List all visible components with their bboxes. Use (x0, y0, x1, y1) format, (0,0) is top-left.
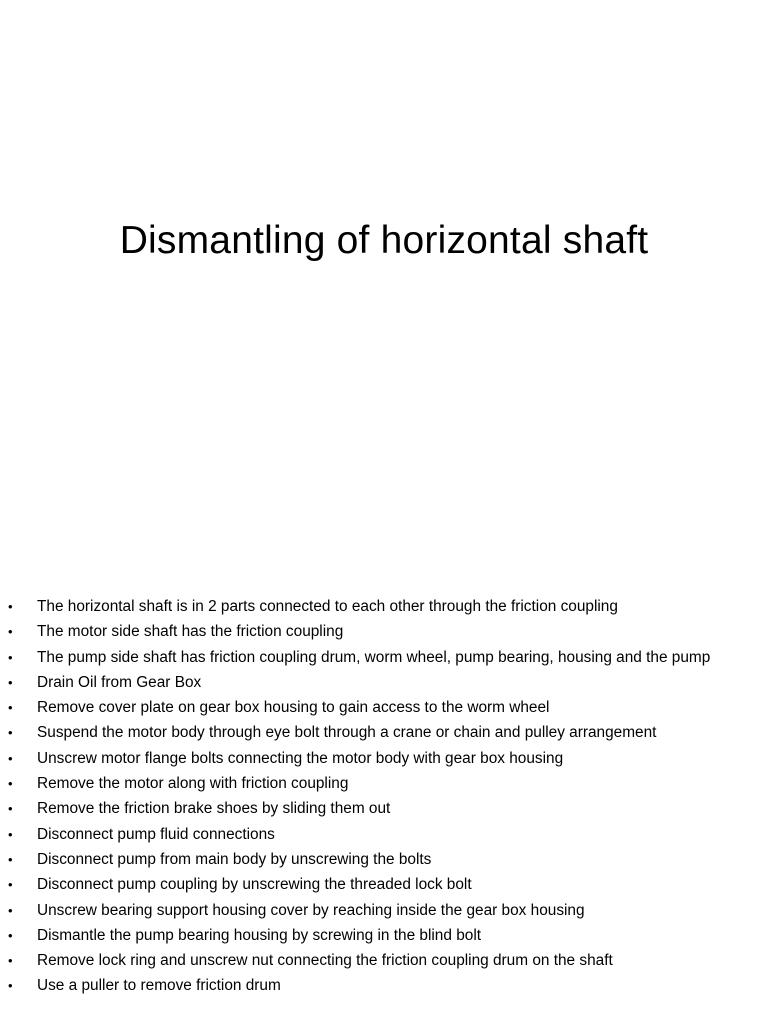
bullet-text: Unscrew bearing support housing cover by reaching inside the gear box housing (37, 901, 585, 919)
bullet-item (0, 875, 768, 894)
bullet-text: Disconnect pump from main body by unscrewing the bolts (37, 850, 432, 868)
bullet-item (0, 951, 768, 970)
bullet-glyph: • (8, 953, 13, 969)
bullet-glyph: • (8, 649, 13, 665)
bullet-glyph: • (8, 674, 13, 690)
bullet-text: Suspend the motor body through eye bolt through a crane or chain and pulley arrangement (37, 724, 657, 742)
bullet-item (0, 976, 768, 995)
bullet-text: The motor side shaft has the friction coupling (37, 623, 344, 641)
bullet-item (0, 774, 768, 793)
bullet-text: Drain Oil from Gear Box (37, 673, 202, 691)
bullet-text: Unscrew motor flange bolts connecting the motor body with gear box housing (37, 749, 564, 767)
bullet-glyph: • (8, 750, 13, 766)
bullet-text: Remove lock ring and unscrew nut connecting the friction coupling drum on the shaft (37, 952, 613, 970)
bullet-item (0, 622, 768, 641)
bullet-text: Remove the motor along with friction coupling (37, 775, 349, 793)
bullet-glyph: • (8, 599, 13, 614)
bullet-item (0, 673, 768, 692)
bullet-item (0, 749, 768, 768)
bullet-item (0, 799, 768, 818)
bullet-list (0, 597, 768, 1002)
bullet-item (0, 850, 768, 869)
bullet-glyph: • (8, 801, 13, 817)
bullet-glyph: • (8, 851, 13, 867)
bullet-glyph: • (8, 826, 13, 842)
bullet-text: The horizontal shaft is in 2 parts connected to each other through the friction coupling (37, 598, 618, 615)
bullet-glyph: • (8, 624, 13, 640)
bullet-text: Disconnect pump fluid connections (37, 825, 275, 843)
bullet-item (0, 901, 768, 920)
slide-title: Dismantling of horizontal shaft (119, 219, 649, 262)
bullet-item (0, 597, 768, 616)
bullet-item (0, 825, 768, 844)
bullet-text: Use a puller to remove friction drum (37, 977, 281, 995)
bullet-text: Remove the friction brake shoes by sliding them out (37, 800, 391, 818)
bullet-item (0, 723, 768, 742)
bullet-text: Dismantle the pump bearing housing by screwing in the blind bolt (37, 926, 482, 944)
bullet-glyph: • (8, 700, 13, 716)
bullet-item (0, 648, 768, 667)
bullet-text: The pump side shaft has friction coupling drum, worm wheel, pump bearing, housing and the pump (37, 648, 711, 666)
bullet-glyph: • (8, 776, 13, 792)
bullet-glyph: • (8, 877, 13, 893)
bullet-glyph: • (8, 978, 13, 994)
bullet-text: Remove cover plate on gear box housing to gain access to the worm wheel (37, 699, 550, 717)
bullet-glyph: • (8, 902, 13, 918)
bullet-text: Disconnect pump coupling by unscrewing the threaded lock bolt (37, 876, 472, 894)
bullet-glyph: • (8, 725, 13, 741)
bullet-glyph: • (8, 927, 13, 943)
bullet-item (0, 926, 768, 945)
bullet-item (0, 698, 768, 717)
